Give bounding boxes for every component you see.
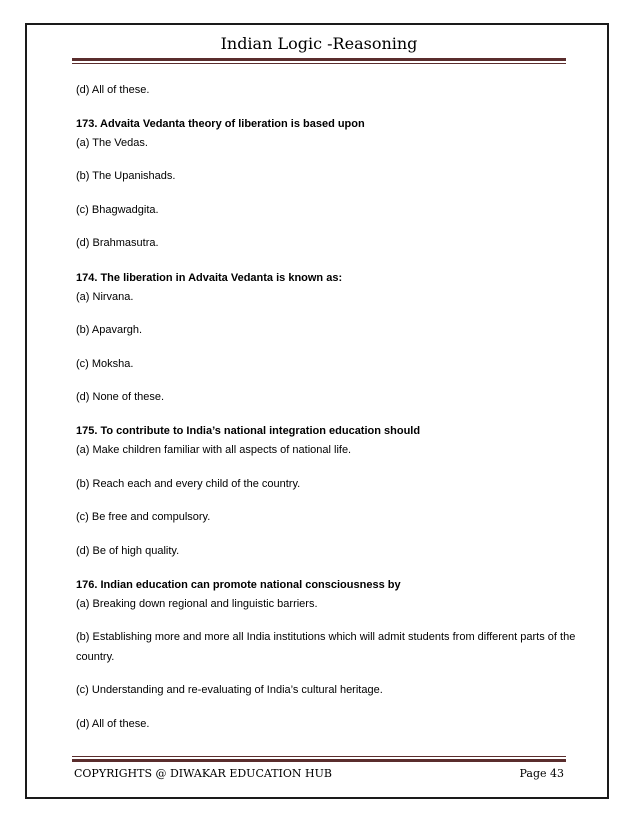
footer-rule-thin: [72, 756, 566, 757]
option-text: (b) Establishing more and more all India institutions which will admit students from different parts of the: [76, 631, 576, 643]
footer-rule: [72, 759, 566, 762]
question-174: 174. The liberation in Advaita Vedanta is known as:: [76, 272, 343, 284]
option-text: (c) Understanding and re-evaluating of India’s cultural heritage.: [76, 684, 383, 696]
page-header-title: Indian Logic -Reasoning: [220, 34, 418, 53]
option-text: (d) Brahmasutra.: [76, 237, 159, 249]
option-text: (c) Be free and compulsory.: [76, 511, 211, 523]
option-text: (d) Be of high quality.: [76, 545, 180, 557]
option-text: (c) Bhagwadgita.: [76, 204, 159, 216]
option-text: (a) Breaking down regional and linguistic barriers.: [76, 598, 318, 610]
question-176: 176. Indian education can promote national consciousness by: [76, 579, 401, 591]
option-text: (d) All of these.: [76, 718, 150, 730]
footer-copyright: COPYRIGHTS @ DIWAKAR EDUCATION HUB: [74, 767, 332, 780]
option-text: (a) The Vedas.: [76, 137, 148, 149]
option-text: (d) All of these.: [76, 84, 150, 96]
option-text: (b) Reach each and every child of the country.: [76, 478, 301, 490]
option-text: (c) Moksha.: [76, 358, 134, 370]
option-text: (d) None of these.: [76, 391, 165, 403]
header-rule-thin: [72, 63, 566, 64]
question-175: 175. To contribute to India’s national integration education should: [76, 425, 421, 437]
option-text: (b) Apavargh.: [76, 324, 143, 336]
footer-page-number: Page 43: [519, 767, 564, 780]
option-text: (b) The Upanishads.: [76, 170, 176, 182]
option-text: (a) Nirvana.: [76, 291, 134, 303]
option-text: (a) Make children familiar with all aspects of national life.: [76, 444, 352, 456]
header-rule: [72, 58, 566, 61]
option-text: country.: [76, 651, 115, 663]
question-173: 173. Advaita Vedanta theory of liberation is based upon: [76, 118, 365, 130]
